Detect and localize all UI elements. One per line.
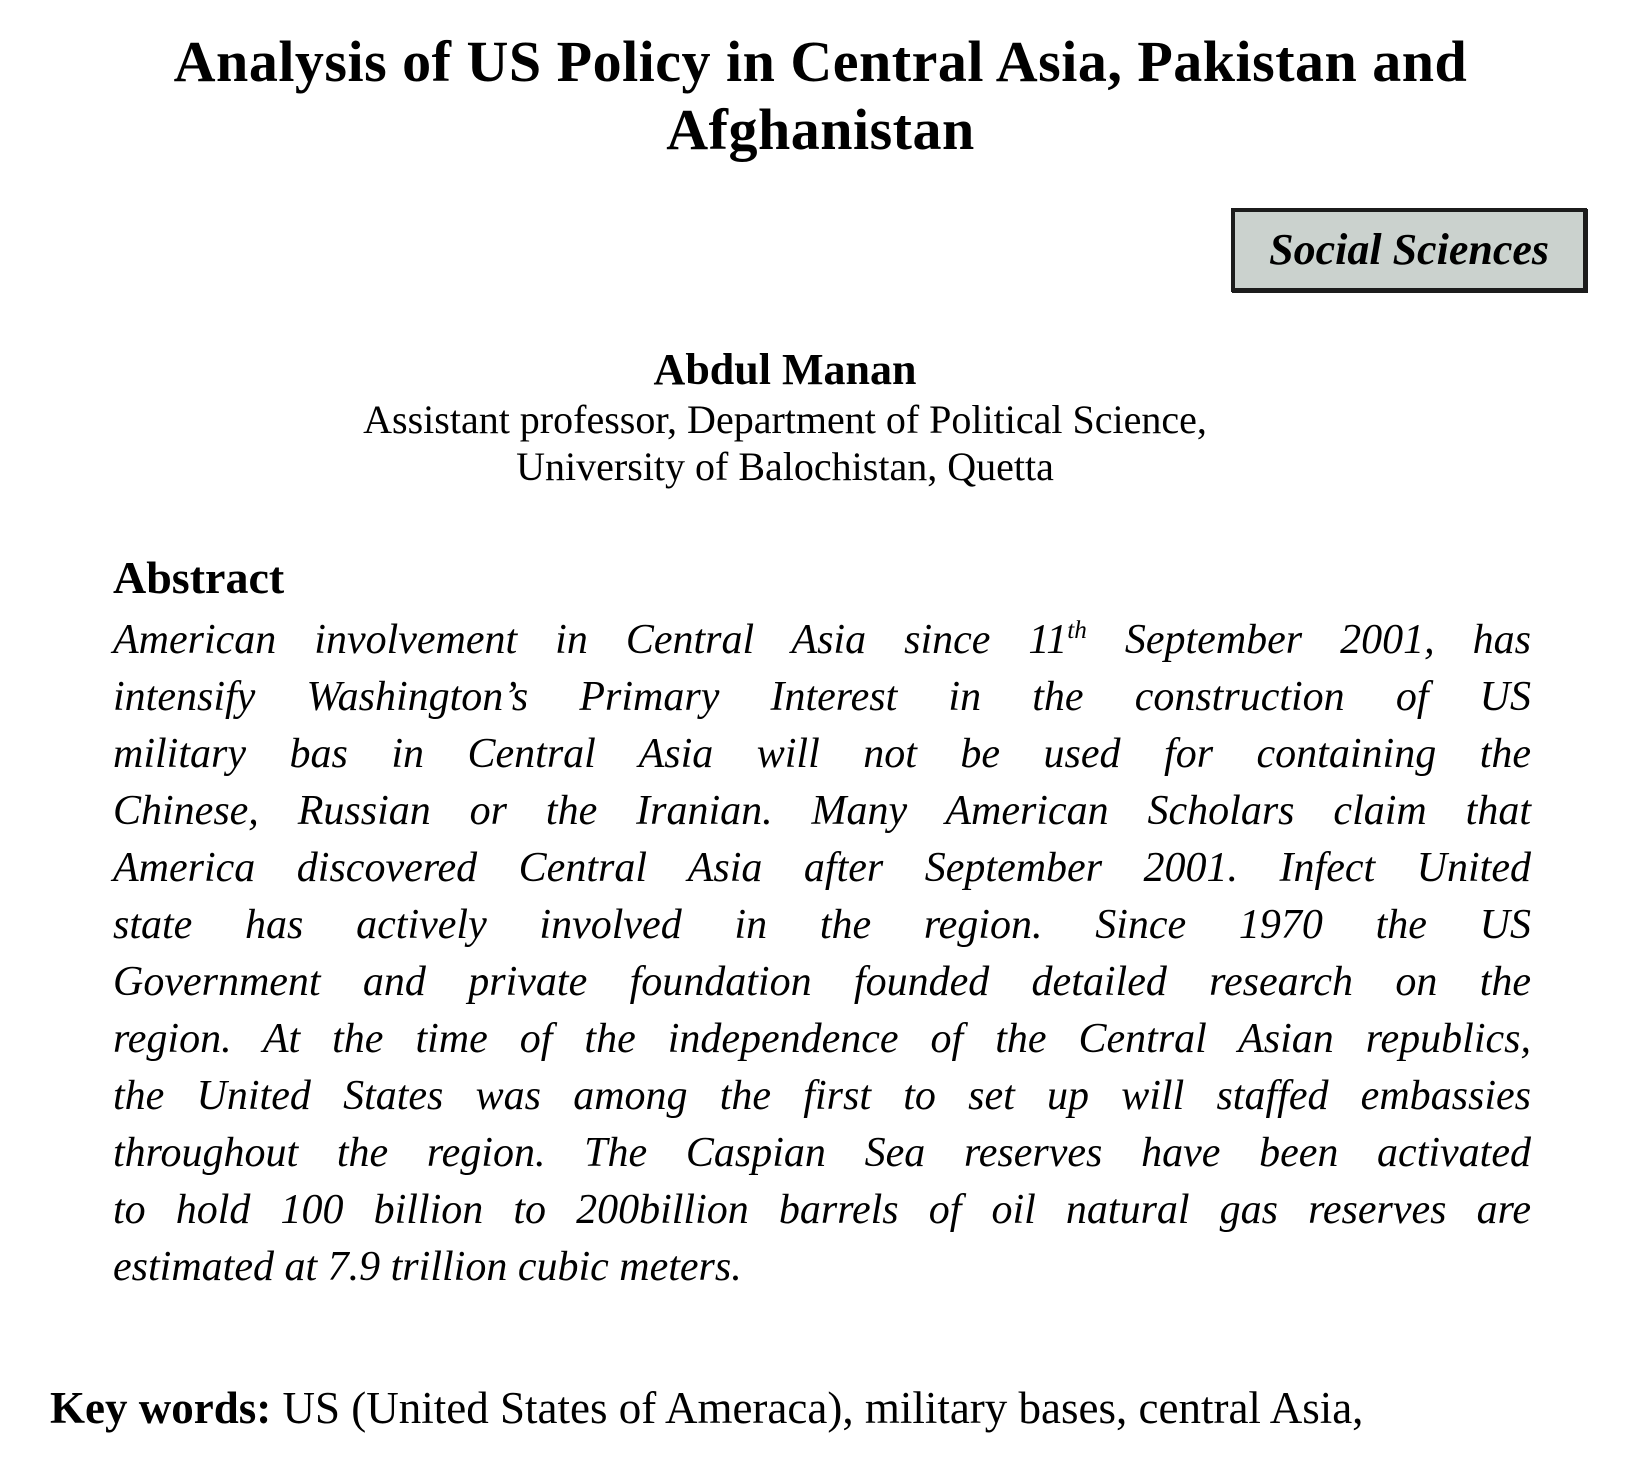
abstract-line: intensify Washington’s Primary Interest in the construction of US (113, 674, 1531, 720)
abstract-line: American involvement in Central Asia since 11th September 2001, has (113, 617, 1531, 663)
abstract-line: America discovered Central Asia after September 2001. Infect United (113, 845, 1531, 891)
page-title-line-2: Afghanistan (666, 97, 975, 162)
keywords-text: US (United States of Ameraca), military bases, central Asia, (271, 1383, 1364, 1433)
keywords-label: Key words: (50, 1383, 272, 1433)
abstract-line: throughout the region. The Caspian Sea reserves have been activated (113, 1130, 1531, 1176)
page-title-line-1: Analysis of US Policy in Central Asia, Pakistan and (173, 29, 1468, 94)
abstract-line: Government and private foundation founded detailed research on the (113, 959, 1531, 1005)
category-badge: Social Sciences (1231, 208, 1587, 292)
category-badge-row (0, 208, 1641, 292)
abstract-heading: Abstract (113, 552, 285, 603)
abstract-line: region. At the time of the independence of the Central Asian republics, (113, 1016, 1531, 1062)
abstract-line: estimated at 7.9 trillion cubic meters. (113, 1244, 742, 1290)
abstract-line: state has actively involved in the region. Since 1970 the US (113, 902, 1531, 948)
keywords-line (50, 1380, 1641, 1436)
author-affiliation-1: Assistant professor, Department of Political Science, (363, 397, 1207, 442)
abstract-line: military bas in Central Asia will not be used for containing the (113, 731, 1531, 777)
author-name: Abdul Manan (653, 345, 917, 394)
abstract-text (113, 612, 1531, 1296)
page-title (0, 0, 1641, 164)
abstract-line: Chinese, Russian or the Iranian. Many American Scholars claim that (113, 788, 1531, 834)
author-affiliation-2: University of Balochistan, Quetta (516, 444, 1054, 489)
abstract-line: to hold 100 billion to 200billion barrels of oil natural gas reserves are (113, 1187, 1531, 1233)
abstract-line: the United States was among the first to set up will staffed embassies (113, 1073, 1531, 1119)
author-block (0, 344, 1570, 490)
